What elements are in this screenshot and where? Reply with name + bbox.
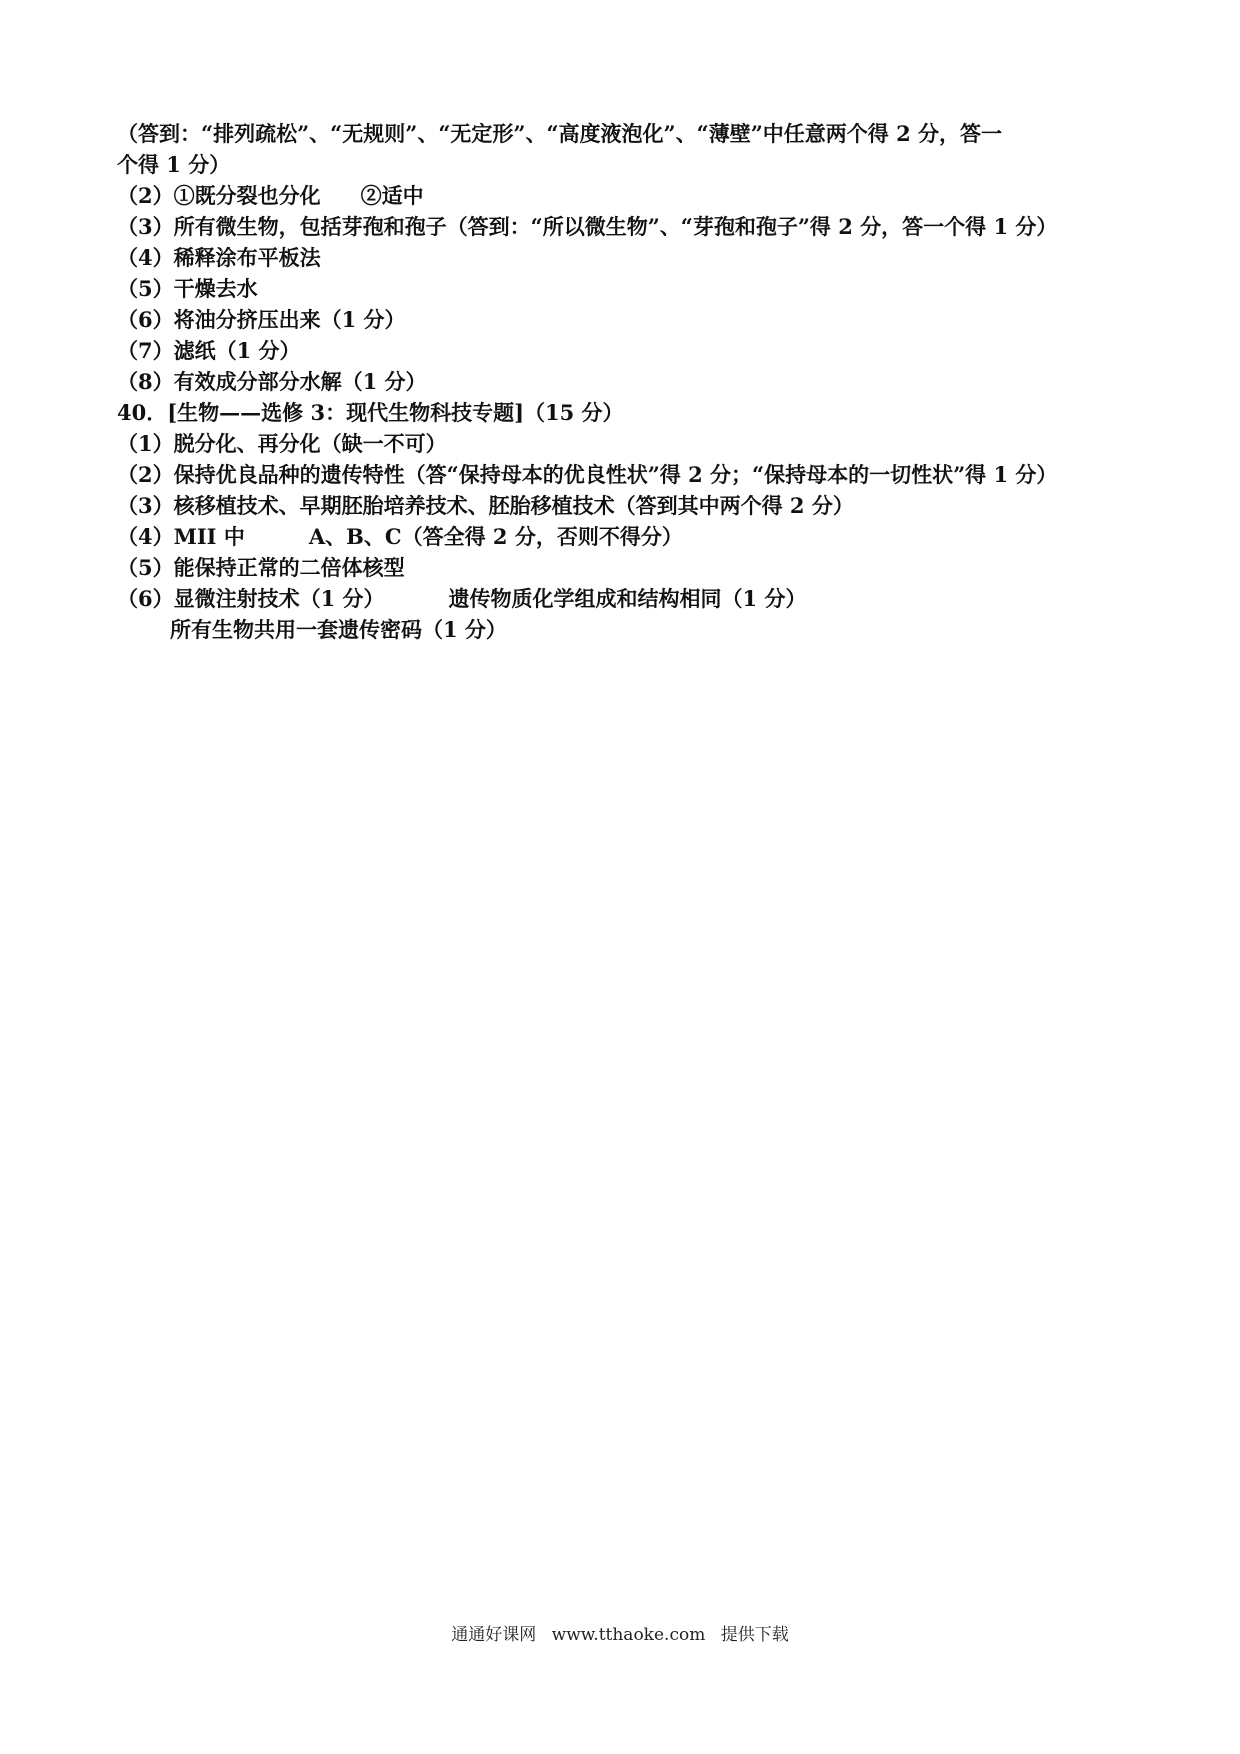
q39-note-line2: 个得 1 分） xyxy=(117,152,231,177)
q39-answer-2 xyxy=(117,180,1127,211)
q40-answer-3: （3）核移植技术、早期胚胎培养技术、胚胎移植技术（答到其中两个得 2 分） xyxy=(117,493,854,518)
q40-answer-4b: A、B、C（答全得 2 分，否则不得分） xyxy=(308,524,683,549)
q40-answer-6b: 遗传物质化学组成和结构相同（1 分） xyxy=(448,586,807,611)
footer-suffix: 提供下载 xyxy=(720,1625,789,1645)
footer-site-name: 通通好课网 xyxy=(451,1625,537,1645)
answer-key xyxy=(117,118,1127,645)
q40-answer-6c: 所有生物共用一套遗传密码（1 分） xyxy=(170,617,507,642)
q40-answer-1: （1）脱分化、再分化（缺一不可） xyxy=(117,431,447,456)
q40-answer-5: （5）能保持正常的二倍体核型 xyxy=(117,555,405,580)
q39-answer-3: （3）所有微生物，包括芽孢和孢子（答到：“所以微生物”、“芽孢和孢子”得 2 分，答一个得 1 分） xyxy=(117,214,1058,239)
footer-url: www.tthaoke.com xyxy=(551,1625,706,1645)
q40-answer-6a: （6）显微注射技术（1 分） xyxy=(117,586,385,611)
q40-title: 40．[生物——选修 3：现代生物科技专题]（15 分） xyxy=(117,400,624,425)
page-footer xyxy=(0,1620,1240,1645)
q39-answer-6: （6）将油分挤压出来（1 分） xyxy=(117,307,406,332)
q40-answer-4 xyxy=(117,521,1127,552)
q39-answer-7: （7）滤纸（1 分） xyxy=(117,338,301,363)
q39-answer-5: （5）干燥去水 xyxy=(117,276,258,301)
q40-answer-6 xyxy=(117,583,1127,614)
q39-answer-4: （4）稀释涂布平板法 xyxy=(117,245,321,270)
q39-note-line1: （答到：“排列疏松”、“无规则”、“无定形”、“高度液泡化”、“薄壁”中任意两个得 2 分，答一 xyxy=(117,121,1003,146)
q40-answer-4a: （4）MII 中 xyxy=(117,524,245,549)
q39-answer-2b: ②适中 xyxy=(360,183,424,208)
q40-answer-2: （2）保持优良品种的遗传特性（答“保持母本的优良性状”得 2 分；“保持母本的一切性状”得 1 分） xyxy=(117,462,1058,487)
q39-answer-2a: （2）①既分裂也分化 xyxy=(117,183,321,208)
q39-answer-8: （8）有效成分部分水解（1 分） xyxy=(117,369,427,394)
